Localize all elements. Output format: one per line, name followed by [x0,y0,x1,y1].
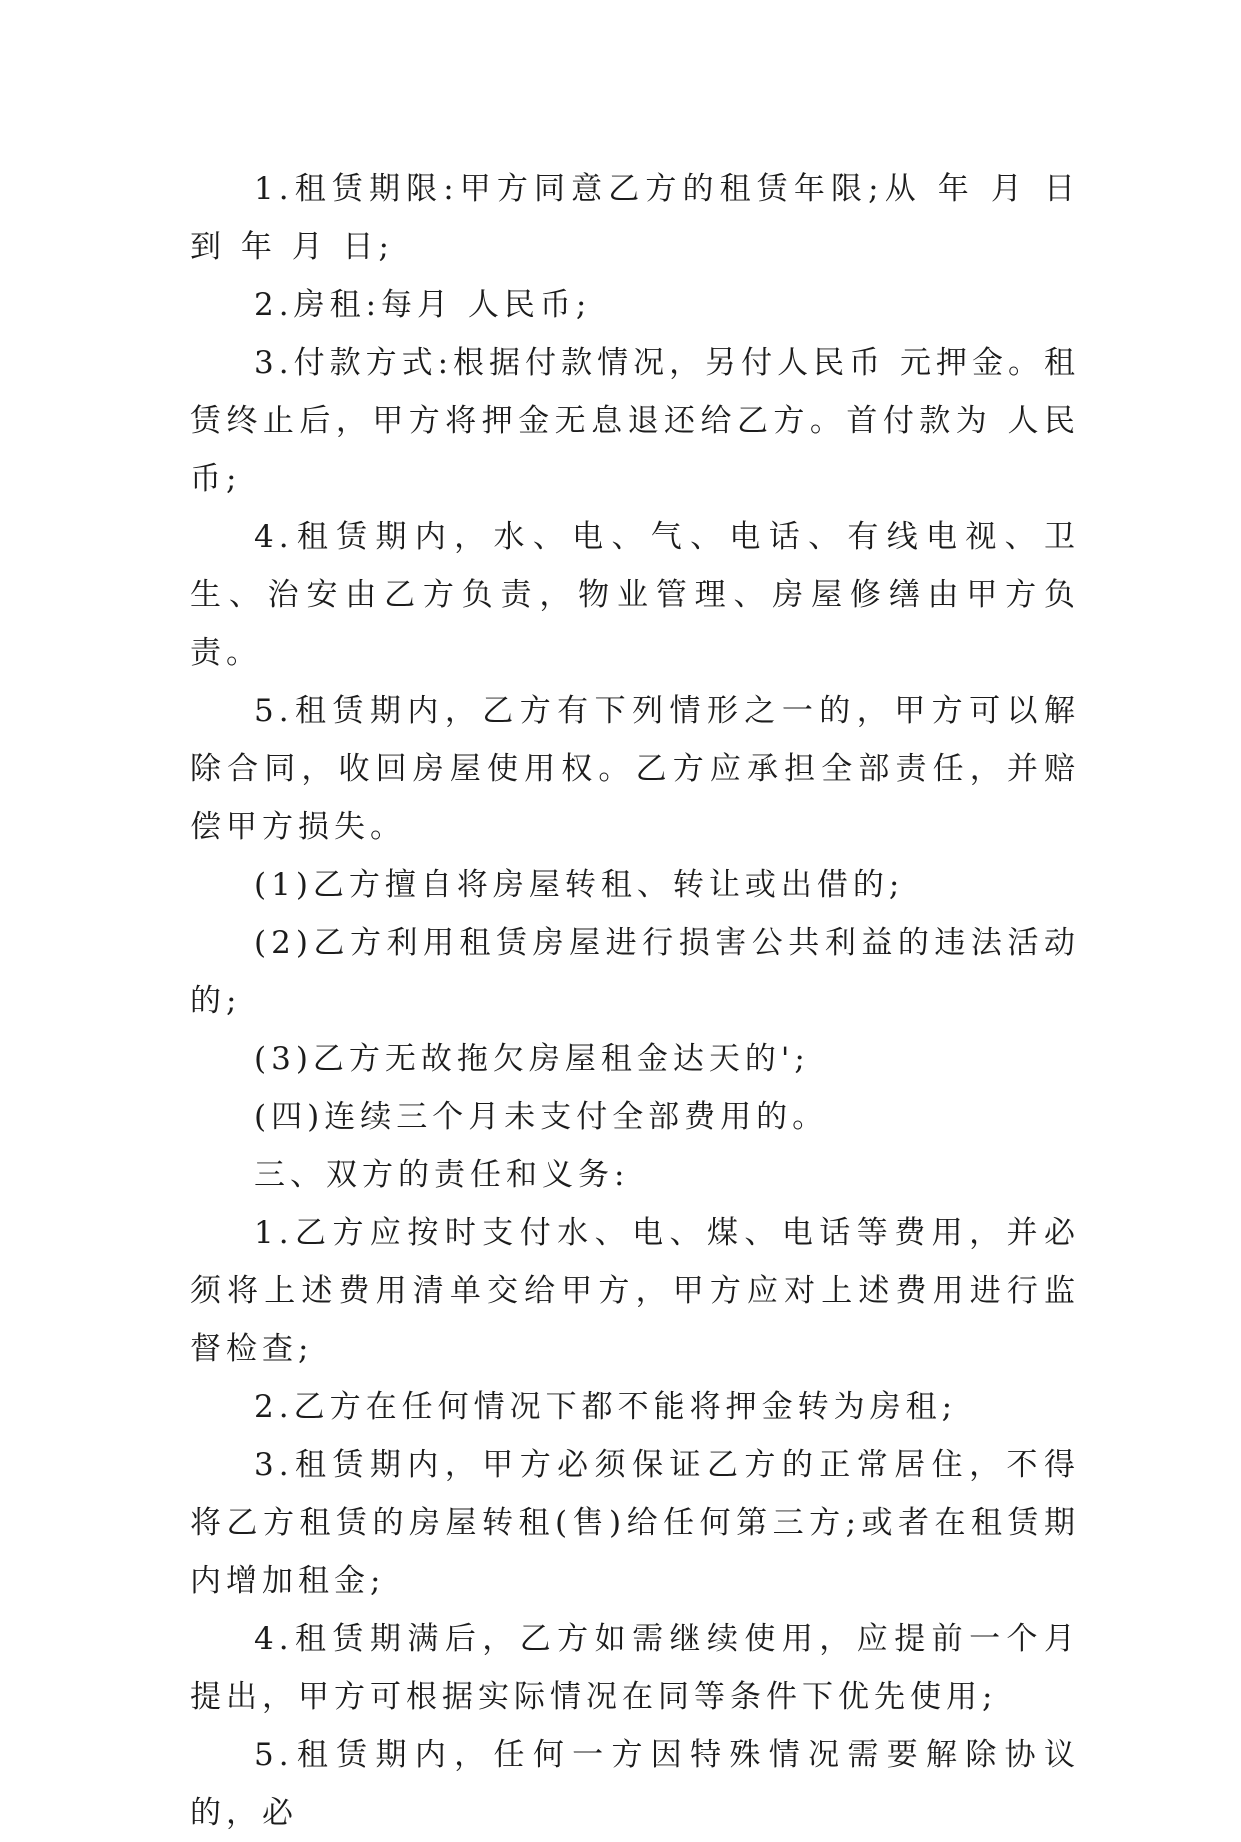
clause-rent: 2.房租:每月 人民币; [254,287,592,323]
termination-item-3: (3)乙方无故拖欠房屋租金达天的'; [254,1041,810,1077]
duty-clause-4: 4.租赁期满后，乙方如需继续使用，应提前一个月提出，甲方可根据实际情况在同等条件下优先使用; [190,1621,1080,1715]
duty-clause-5: 5.租赁期内，任何一方因特殊情况需要解除协议的，必 [190,1737,1080,1831]
section-heading-responsibilities: 三、双方的责任和义务: [254,1157,630,1193]
termination-item-4: (四)连续三个月未支付全部费用的。 [254,1099,829,1135]
termination-item-1: (1)乙方擅自将房屋转租、转让或出借的; [254,867,905,903]
duty-clause-1: 1.乙方应按时支付水、电、煤、电话等费用，并必须将上述费用清单交给甲方，甲方应对上述费用进行监督检查; [190,1215,1080,1367]
duty-clause-3: 3.租赁期内，甲方必须保证乙方的正常居住，不得将乙方租赁的房屋转租(售)给任何第三方;或者在租赁期内增加租金; [190,1447,1080,1599]
termination-item-2: (2)乙方利用租赁房屋进行损害公共利益的违法活动的; [190,925,1080,1019]
clause-payment-method: 3.付款方式:根据付款情况，另付人民币 元押金。租赁终止后，甲方将押金无息退还给乙方。首付款为 人民币; [190,345,1080,497]
duty-clause-2: 2.乙方在任何情况下都不能将押金转为房租; [254,1389,958,1425]
clause-lease-term: 1.租赁期限:甲方同意乙方的租赁年限;从 年 月 日到 年 月 日; [190,171,1080,265]
clause-termination: 5.租赁期内，乙方有下列情形之一的，甲方可以解除合同，收回房屋使用权。乙方应承担全部责任，并赔偿甲方损失。 [190,693,1080,845]
clause-utilities: 4.租赁期内，水、电、气、电话、有线电视、卫生、治安由乙方负责，物业管理、房屋修缮由甲方负责。 [190,519,1080,671]
document-body [190,160,1080,1842]
